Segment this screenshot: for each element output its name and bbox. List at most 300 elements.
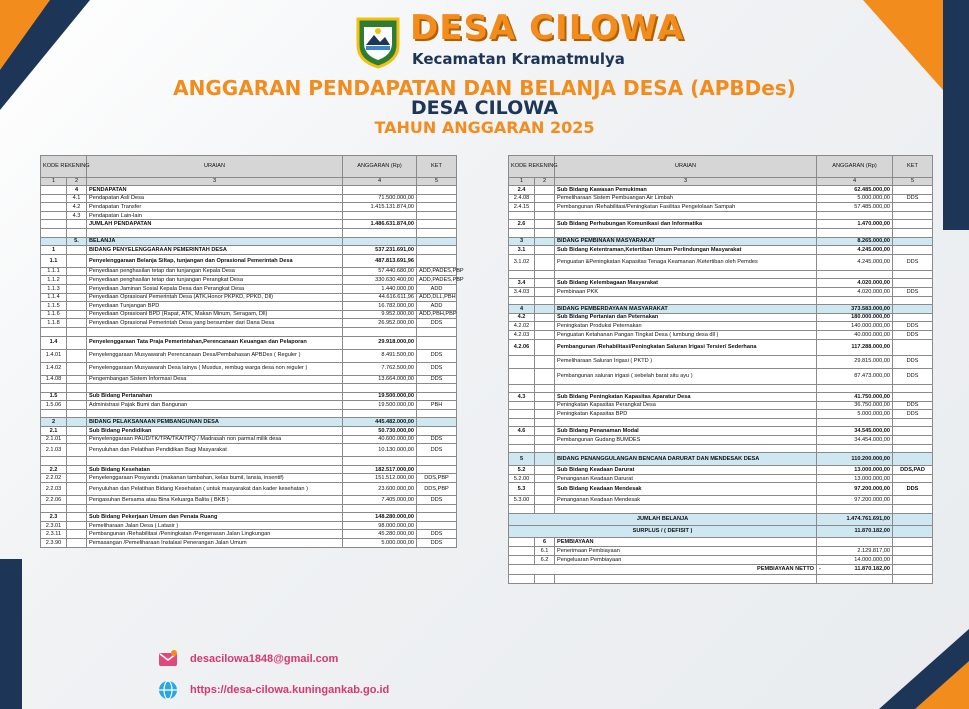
sub-kode-cell [67, 336, 87, 349]
anggaran-cell: 9.952.000,00 [343, 310, 417, 319]
anggaran-cell: 13.000.000,00 [817, 474, 893, 483]
kode-cell: 2.1.03 [41, 444, 67, 457]
anggaran-cell: 5.000.000,00 [343, 539, 417, 548]
table-row [41, 539, 457, 548]
kode-cell [509, 444, 535, 453]
anggaran-cell [343, 327, 417, 336]
financing-receipt-code: 6.1 [535, 546, 555, 555]
kode-cell: 2.1.01 [41, 435, 67, 444]
sub-kode-cell [67, 284, 87, 293]
budget-year: TAHUN ANGGARAN 2025 [374, 118, 595, 137]
sub-kode-cell [67, 513, 87, 522]
uraian-cell [87, 228, 343, 237]
ket-cell [417, 521, 457, 530]
table-row [509, 246, 933, 255]
table-row [41, 267, 457, 276]
table-row [41, 254, 457, 267]
anggaran-cell: 13.664.000,00 [343, 375, 417, 384]
sub-kode-cell [535, 237, 555, 246]
kode-cell: 5.3.00 [509, 496, 535, 505]
uraian-cell: Sub Bidang Kawasan Pemukiman [555, 186, 817, 195]
ket-cell [417, 504, 457, 513]
uraian-cell: Pembangunan /Rehabilitasi /Peningkatan /Pengerasan Jalan Lingkungan [87, 530, 343, 539]
kode-cell: 2.4.08 [509, 194, 535, 203]
sub-kode-cell [67, 504, 87, 513]
ket-cell [417, 254, 457, 267]
table-row [41, 384, 457, 393]
kode-cell [41, 228, 67, 237]
anggaran-cell [817, 505, 893, 514]
ket-cell: ADD,PBH,PBP [417, 310, 457, 319]
kode-cell: 1.1.3 [41, 284, 67, 293]
ket-cell [417, 513, 457, 522]
uraian-cell: Pendapatan Transfer [87, 203, 343, 212]
ket-cell: DDS [417, 444, 457, 457]
table-row [509, 427, 933, 436]
ket-cell [893, 418, 933, 427]
uraian-cell: Sub Bidang Perhubungan Komunikasi dan Informatika [555, 220, 817, 229]
sub-kode-cell [67, 293, 87, 302]
anggaran-cell: 62.485.000,00 [817, 186, 893, 195]
sub-kode-cell [535, 313, 555, 322]
sub-kode-cell [535, 330, 555, 339]
uraian-cell [555, 270, 817, 279]
table-row [41, 302, 457, 311]
anggaran-cell: 98.000.000,00 [343, 521, 417, 530]
sub-kode-cell [535, 483, 555, 496]
table-row [509, 368, 933, 384]
sub-kode-cell [67, 276, 87, 285]
kode-cell [509, 410, 535, 419]
uraian-cell: Sub Bidang Peningkatan Kapasitas Aparatur Desa [555, 393, 817, 402]
kode-cell: 3.1.02 [509, 254, 535, 270]
ket-cell: DDS [417, 435, 457, 444]
sub-kode-cell [535, 296, 555, 305]
ket-cell [893, 339, 933, 355]
uraian-cell: Peningkatan Produksi Peternakan [555, 322, 817, 331]
mail-icon [158, 649, 178, 669]
financing-expense-value: 14.000.000,00 [817, 555, 893, 564]
table-row [509, 466, 933, 475]
table-row [41, 293, 457, 302]
table-row [509, 211, 933, 220]
total-spending-value: 1.474.761.691,00 [817, 513, 893, 525]
uraian-cell: Peningkatan Kapasitas Perangkat Desa [555, 401, 817, 410]
uraian-cell: Penanganan Keadaan Darurat [555, 474, 817, 483]
sub-kode-cell [67, 521, 87, 530]
table-row [41, 211, 457, 220]
ket-cell: DDS [893, 483, 933, 496]
sub-kode-cell [535, 279, 555, 288]
kode-cell: 4.2.06 [509, 339, 535, 355]
table-row [509, 436, 933, 445]
ket-cell [893, 220, 933, 229]
sub-kode-cell [67, 310, 87, 319]
budget-table-left [40, 155, 464, 548]
sub-kode-cell [67, 474, 87, 483]
anggaran-cell [343, 384, 417, 393]
uraian-cell: Penguatan Ketahanan Pangan Tingkat Desa ( lumbung desa dll ) [555, 330, 817, 339]
sub-kode-cell [535, 436, 555, 445]
uraian-cell: Pembinaan PKK [555, 287, 817, 296]
table-row [509, 401, 933, 410]
sub-kode-cell [67, 267, 87, 276]
ket-cell: DDS [417, 496, 457, 505]
uraian-cell: Pengembangan Sistem Informasi Desa [87, 375, 343, 384]
ket-cell [417, 194, 457, 203]
sub-kode-cell [535, 322, 555, 331]
anggaran-cell [817, 444, 893, 453]
anggaran-cell: 40.600.000,00 [343, 435, 417, 444]
kode-cell [41, 384, 67, 393]
header-uraian: URAIAN [87, 156, 343, 178]
anggaran-cell: 23.600.000,00 [343, 483, 417, 496]
sub-kode-cell [535, 496, 555, 505]
ket-cell [893, 246, 933, 255]
table-row [41, 465, 457, 474]
sub-kode-cell [67, 375, 87, 384]
kode-cell [41, 409, 67, 418]
kode-cell: 2.3.11 [41, 530, 67, 539]
uraian-cell [555, 505, 817, 514]
sub-kode-cell [535, 474, 555, 483]
uraian-cell: Penyelenggaraan Posyandu (makanan tambahan, kelas bumil, lansia, insentif) [87, 474, 343, 483]
kode-cell [41, 203, 67, 212]
kode-cell: 2.3.01 [41, 521, 67, 530]
sub-kode-cell [535, 384, 555, 393]
uraian-cell: Penyediaan penghasilan tetap dan tunjangan Perangkat Desa [87, 276, 343, 285]
anggaran-cell: 180.000.000,00 [817, 313, 893, 322]
table-row [41, 427, 457, 436]
kode-cell: 1.1.5 [41, 302, 67, 311]
sub-kode-cell [535, 254, 555, 270]
kode-cell [509, 228, 535, 237]
table-row [509, 474, 933, 483]
table-row [41, 284, 457, 293]
anggaran-cell: 330.630.400,00 [343, 276, 417, 285]
anggaran-cell: 7.405.000,00 [343, 496, 417, 505]
sub-kode-cell [67, 254, 87, 267]
ket-cell: ADD,PADES,PBP [417, 267, 457, 276]
header-anggaran: ANGGARAN (Rp) [817, 156, 893, 178]
uraian-cell: PENDAPATAN [87, 186, 343, 195]
table-row [509, 355, 933, 368]
ket-cell: DDS [893, 322, 933, 331]
kode-cell [509, 211, 535, 220]
kode-cell: 3.1 [509, 246, 535, 255]
sub-kode-cell [67, 496, 87, 505]
ket-cell [893, 427, 933, 436]
anggaran-cell: 29.918.000,00 [343, 336, 417, 349]
col-number: 4 [817, 178, 893, 186]
ket-cell [893, 505, 933, 514]
uraian-cell: BIDANG PEMBINAAN MASYARAKAT [555, 237, 817, 246]
anggaran-cell: 57.440.680,00 [343, 267, 417, 276]
anggaran-cell: 1.486.631.874,00 [343, 220, 417, 229]
ket-cell: DDS [893, 355, 933, 368]
kode-cell [509, 368, 535, 384]
uraian-cell: Sub Bidang Pertanian dan Peternakan [555, 313, 817, 322]
ket-cell [417, 392, 457, 401]
ket-cell [417, 211, 457, 220]
uraian-cell: Pemeliharaan Saluran Irigasi ( PKTD ) [555, 355, 817, 368]
kode-cell: 1.4.01 [41, 349, 67, 362]
col-number: 3 [87, 178, 343, 186]
sub-kode-cell [535, 427, 555, 436]
ket-cell [417, 327, 457, 336]
uraian-cell: BIDANG PELAKSANAAN PEMBANGUNAN DESA [87, 418, 343, 427]
globe-icon [158, 680, 178, 700]
table-row [509, 203, 933, 212]
ket-cell [417, 186, 457, 195]
table-row [41, 483, 457, 496]
sub-kode-cell [67, 220, 87, 229]
table-row [41, 418, 457, 427]
ket-cell [417, 465, 457, 474]
uraian-cell: Pembangunan /Rehabilitasi/Peningkatan Saluran Irigasi Tersier/ Sederhana [555, 339, 817, 355]
sub-kode-cell [535, 505, 555, 514]
sub-kode-cell [67, 246, 87, 255]
sub-kode-cell [535, 270, 555, 279]
anggaran-cell: 34.454.000,00 [817, 436, 893, 445]
kode-cell: 2.3 [41, 513, 67, 522]
anggaran-cell: 71.500.000,00 [343, 194, 417, 203]
header-uraian: URAIAN [555, 156, 817, 178]
uraian-cell [555, 211, 817, 220]
ket-cell [893, 237, 933, 246]
anggaran-cell: 10.130.000,00 [343, 444, 417, 457]
ket-cell: DDS [893, 194, 933, 203]
uraian-cell: Administrasi Pajak Bumi dan Bangunan [87, 401, 343, 410]
table-row [509, 296, 933, 305]
anggaran-cell: 373.583.000,00 [817, 305, 893, 314]
sub-kode-cell [67, 444, 87, 457]
table-row [41, 474, 457, 483]
anggaran-cell: 4.245.000,00 [817, 254, 893, 270]
sub-kode-cell [535, 339, 555, 355]
table-row [509, 410, 933, 419]
uraian-cell [555, 228, 817, 237]
uraian-cell: Sub Bidang Pendidikan [87, 427, 343, 436]
anggaran-cell: 34.545.000,00 [817, 427, 893, 436]
uraian-cell: Sub Bidang Kesehatan [87, 465, 343, 474]
anggaran-cell [817, 228, 893, 237]
net-financing-sign: - [819, 566, 821, 573]
sub-kode-cell [67, 362, 87, 375]
kode-cell [509, 436, 535, 445]
ket-cell: DDS [417, 362, 457, 375]
financing-receipt-label: Penerimaan Pembiayaan [555, 546, 817, 555]
table-row [41, 276, 457, 285]
anggaran-cell: 97.200.000,00 [817, 496, 893, 505]
kode-cell: 5.2.00 [509, 474, 535, 483]
kode-cell: 2.2 [41, 465, 67, 474]
anggaran-cell: 45.280.000,00 [343, 530, 417, 539]
table-row [509, 194, 933, 203]
anggaran-cell: 4.020.000,00 [817, 279, 893, 288]
anggaran-cell: 1.440.000,00 [343, 284, 417, 293]
kode-cell: 4.2 [509, 313, 535, 322]
table-row [41, 237, 457, 246]
kode-cell: 1.1.4 [41, 293, 67, 302]
table-row [41, 444, 457, 457]
sub-kode-cell: 4.1 [67, 194, 87, 203]
table-row [41, 521, 457, 530]
email-link[interactable]: desacilowa1848@gmail.com [190, 653, 339, 665]
kode-cell: 1.1.1 [41, 267, 67, 276]
sub-kode-cell [535, 401, 555, 410]
anggaran-cell: 8.265.000,00 [817, 237, 893, 246]
kode-cell: 1.1.8 [41, 319, 67, 328]
uraian-cell: Penyediaan Jaminan Sosial Kepala Desa dan Perangkat Desa [87, 284, 343, 293]
sub-kode-cell [67, 465, 87, 474]
sub-kode-cell [67, 539, 87, 548]
col-number: 2 [67, 178, 87, 186]
ket-cell: ADD [417, 284, 457, 293]
kode-cell: 2 [41, 418, 67, 427]
col-number: 3 [555, 178, 817, 186]
sub-kode-cell [535, 194, 555, 203]
uraian-cell: Peningkatan Kapasitas BPD [555, 410, 817, 419]
ket-cell [893, 496, 933, 505]
ket-cell: ADD [417, 302, 457, 311]
uraian-cell: Penyediaan penghasilan tetap dan tunjangan Kepala Desa [87, 267, 343, 276]
ket-cell [417, 384, 457, 393]
sub-kode-cell [535, 220, 555, 229]
ket-cell: DDS [893, 401, 933, 410]
uraian-cell [87, 384, 343, 393]
kode-cell: 1 [41, 246, 67, 255]
table-row [509, 220, 933, 229]
ket-cell [893, 296, 933, 305]
ket-cell [893, 228, 933, 237]
right-table-body [509, 186, 933, 514]
kode-cell: 1.4.02 [41, 362, 67, 375]
header-kode: KODE REKENING [509, 156, 555, 178]
table-row [509, 313, 933, 322]
uraian-cell: BIDANG PENANGGULANGAN BENCANA DARURAT DAN MENDESAK DESA [555, 453, 817, 466]
kode-cell: 2.6 [509, 220, 535, 229]
kode-cell: 2.4 [509, 186, 535, 195]
col-number: 1 [41, 178, 67, 186]
kode-cell: 3 [509, 237, 535, 246]
total-spending-label: JUMLAH BELANJA [509, 513, 817, 525]
table-row [509, 418, 933, 427]
ket-cell [893, 203, 933, 212]
anggaran-cell: 26.952.000,00 [343, 319, 417, 328]
uraian-cell [555, 296, 817, 305]
anggaran-cell: 4.020.000,00 [817, 287, 893, 296]
header-anggaran: ANGGARAN (Rp) [343, 156, 417, 178]
kode-cell [509, 355, 535, 368]
kode-cell [41, 327, 67, 336]
table-row [41, 362, 457, 375]
col-number: 5 [893, 178, 933, 186]
table-row [509, 322, 933, 331]
ket-cell: PBH [417, 401, 457, 410]
col-number: 2 [535, 178, 555, 186]
sub-kode-cell: 4.2 [67, 203, 87, 212]
kode-cell: 1.1 [41, 254, 67, 267]
ket-cell [417, 237, 457, 246]
anggaran-cell: 140.000.000,00 [817, 322, 893, 331]
uraian-cell: Sub Bidang Pekerjaan Umum dan Penata Ruang [87, 513, 343, 522]
uraian-cell: Penyuluhan dan Pelatihan Bidang Kesehatan ( untuk masyarakat dan kader kesehatan ) [87, 483, 343, 496]
uraian-cell: Sub Bidang Keadaan Darurat [555, 466, 817, 475]
ket-cell [893, 270, 933, 279]
header [0, 0, 969, 150]
ket-cell [417, 336, 457, 349]
sub-kode-cell [535, 246, 555, 255]
uraian-cell: Sub Bidang Penanaman Modal [555, 427, 817, 436]
ket-cell: DDS [893, 287, 933, 296]
anggaran-cell: 4.245.000,00 [817, 246, 893, 255]
kode-cell [41, 194, 67, 203]
footer-email [158, 649, 338, 669]
table-row [509, 228, 933, 237]
sub-kode-cell [67, 483, 87, 496]
anggaran-cell: 1.470.000,00 [817, 220, 893, 229]
ket-cell [893, 453, 933, 466]
sub-kode-cell [67, 427, 87, 436]
kode-cell: 4.6 [509, 427, 535, 436]
anggaran-cell [343, 409, 417, 418]
sub-kode-cell [535, 410, 555, 419]
financing-expense-code: 6.2 [535, 555, 555, 564]
table-row [41, 310, 457, 319]
table-row [41, 504, 457, 513]
anggaran-cell: 1.415.131.874,00 [343, 203, 417, 212]
table-row [509, 270, 933, 279]
anggaran-cell [343, 211, 417, 220]
table-row [509, 384, 933, 393]
table-row [41, 457, 457, 466]
kode-cell: 4 [509, 305, 535, 314]
ket-cell [417, 409, 457, 418]
header-kode: KODE REKENING [41, 156, 87, 178]
kode-cell: 2.2.03 [41, 483, 67, 496]
uraian-cell: Pendapatan Asli Desa [87, 194, 343, 203]
sub-kode-cell [535, 393, 555, 402]
anggaran-cell: 445.482.000,00 [343, 418, 417, 427]
kode-cell: 1.1.2 [41, 276, 67, 285]
kode-cell: 5.2 [509, 466, 535, 475]
ket-cell: DDS,PBP [417, 474, 457, 483]
ket-cell [417, 246, 457, 255]
anggaran-cell: 5.000.000,00 [817, 410, 893, 419]
table-row [41, 194, 457, 203]
anggaran-cell: 148.280.000,00 [343, 513, 417, 522]
kode-cell [41, 457, 67, 466]
sub-kode-cell [67, 530, 87, 539]
kode-cell: 2.2.02 [41, 474, 67, 483]
kode-cell: 3.4 [509, 279, 535, 288]
sub-kode-cell [67, 384, 87, 393]
financing-expense-label: Pengeluaran Pembiayaan [555, 555, 817, 564]
sub-kode-cell [67, 319, 87, 328]
kode-cell: 1.4.08 [41, 375, 67, 384]
website-link[interactable]: https://desa-cilowa.kuningankab.go.id [190, 684, 390, 696]
kode-cell: 1.1.6 [41, 310, 67, 319]
uraian-cell: JUMLAH PENDAPATAN [87, 220, 343, 229]
anggaran-cell: 50.730.000,00 [343, 427, 417, 436]
uraian-cell [87, 504, 343, 513]
table-row [41, 319, 457, 328]
ket-cell: DDS [417, 349, 457, 362]
footer-website [158, 680, 389, 700]
ket-cell [893, 313, 933, 322]
sub-kode-cell [67, 457, 87, 466]
